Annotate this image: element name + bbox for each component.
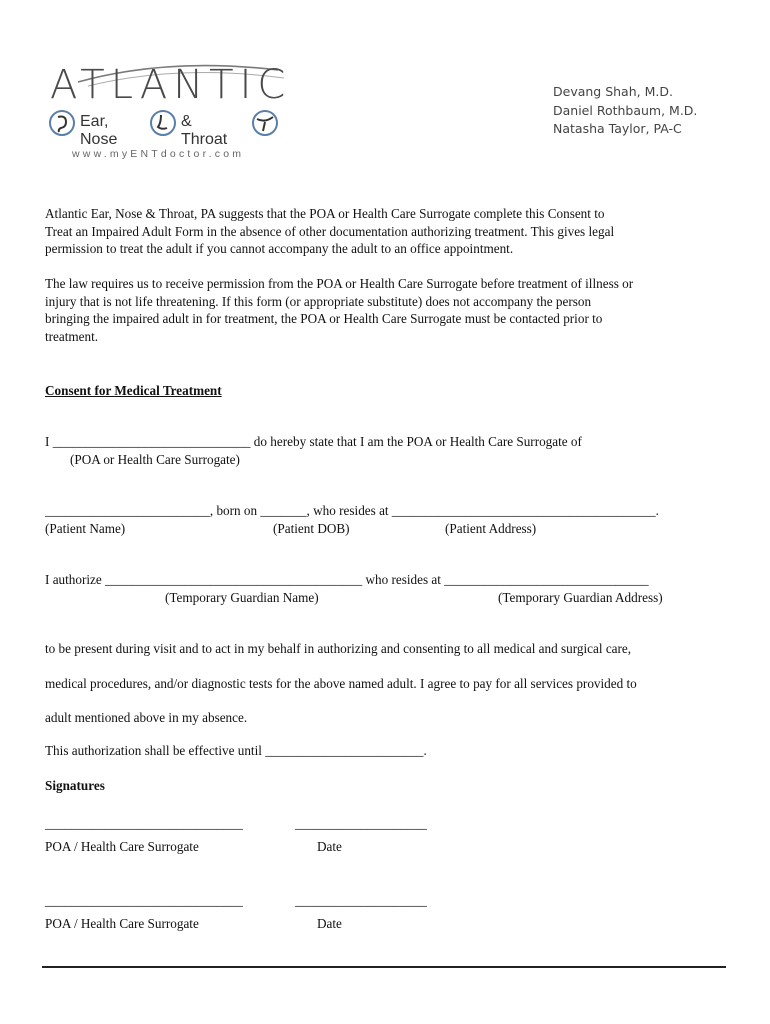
guardian-field[interactable]: I authorize _______________________________________ who resides at _______________________________ — [45, 572, 649, 587]
signatures-heading: Signatures — [45, 778, 105, 793]
guardian-address-caption: (Temporary Guardian Address) — [498, 590, 663, 605]
logo-ear-nose-text: Ear, Nose — [80, 113, 118, 148]
signature-label-2: POA / Health Care Surrogate — [45, 916, 199, 931]
patient-name-caption: (Patient Name) — [45, 521, 126, 536]
patient-address-caption: (Patient Address) — [445, 521, 537, 536]
footer-divider — [42, 966, 726, 968]
poa-name-caption: (POA or Health Care Surrogate) — [70, 452, 240, 467]
date-label-2: Date — [317, 916, 342, 931]
patient-info-field[interactable]: _________________________, born on _______, who resides at ________________________________________. — [45, 503, 659, 518]
consent-body-line: adult mentioned above in my absence. — [45, 710, 248, 725]
effective-until-field[interactable]: This authorization shall be effective until ________________________. — [45, 743, 427, 758]
doctor-name: Devang Shah, M.D. — [553, 84, 673, 99]
date-line-2[interactable]: ____________________ — [295, 893, 427, 908]
signature-line-2[interactable]: ______________________________ — [45, 893, 243, 908]
patient-dob-caption: (Patient DOB) — [273, 521, 350, 536]
guardian-name-caption: (Temporary Guardian Name) — [165, 590, 319, 605]
nose-icon — [149, 109, 177, 137]
paragraph-line: treatment. — [45, 328, 99, 344]
date-label-1: Date — [317, 839, 342, 854]
consent-body-line: to be present during visit and to act in my behalf in authorizing and consenting to all medical and surgical care, — [45, 641, 632, 656]
signature-label-1: POA / Health Care Surrogate — [45, 839, 199, 854]
intro-paragraph-1 — [45, 205, 735, 258]
paragraph-line: The law requires us to receive permission from the POA or Health Care Surrogate before treatment of illness or — [45, 276, 634, 291]
doctor-name: Natasha Taylor, PA-C — [553, 121, 682, 136]
intro-paragraph-2 — [45, 275, 735, 345]
signature-line-1[interactable]: ______________________________ — [45, 816, 243, 831]
logo-throat-text: & Throat — [181, 113, 228, 148]
consent-heading: Consent for Medical Treatment — [45, 383, 222, 398]
poa-name-field[interactable]: I ______________________________ do hereby state that I am the POA or Health Care Surrogate of — [45, 434, 582, 449]
ear-icon — [48, 109, 76, 137]
logo-url: www.myENTdoctor.com — [72, 148, 245, 160]
consent-body-line: medical procedures, and/or diagnostic tests for the above named adult. I agree to pay for all services provided to — [45, 676, 637, 691]
paragraph-line: Atlantic Ear, Nose & Throat, PA suggests that the POA or Health Care Surrogate complete this Consent to — [45, 206, 605, 221]
paragraph-line: injury that is not life threatening. If this form (or appropriate substitute) does not accompany the person — [45, 293, 592, 309]
date-line-1[interactable]: ____________________ — [295, 816, 427, 831]
logo-wordmark: ATLANTIC — [50, 62, 292, 108]
paragraph-line: Treat an Impaired Adult Form in the absence of other documentation authorizing treatment. This gives legal — [45, 223, 615, 239]
doctor-list — [553, 83, 697, 139]
paragraph-line: permission to treat the adult if you cannot accompany the adult to an office appointment. — [45, 241, 514, 257]
paragraph-line: bringing the impaired adult in for treatment, the POA or Health Care Surrogate must be contacted prior to — [45, 311, 603, 327]
doctor-name: Daniel Rothbaum, M.D. — [553, 102, 698, 118]
throat-icon — [251, 109, 279, 137]
